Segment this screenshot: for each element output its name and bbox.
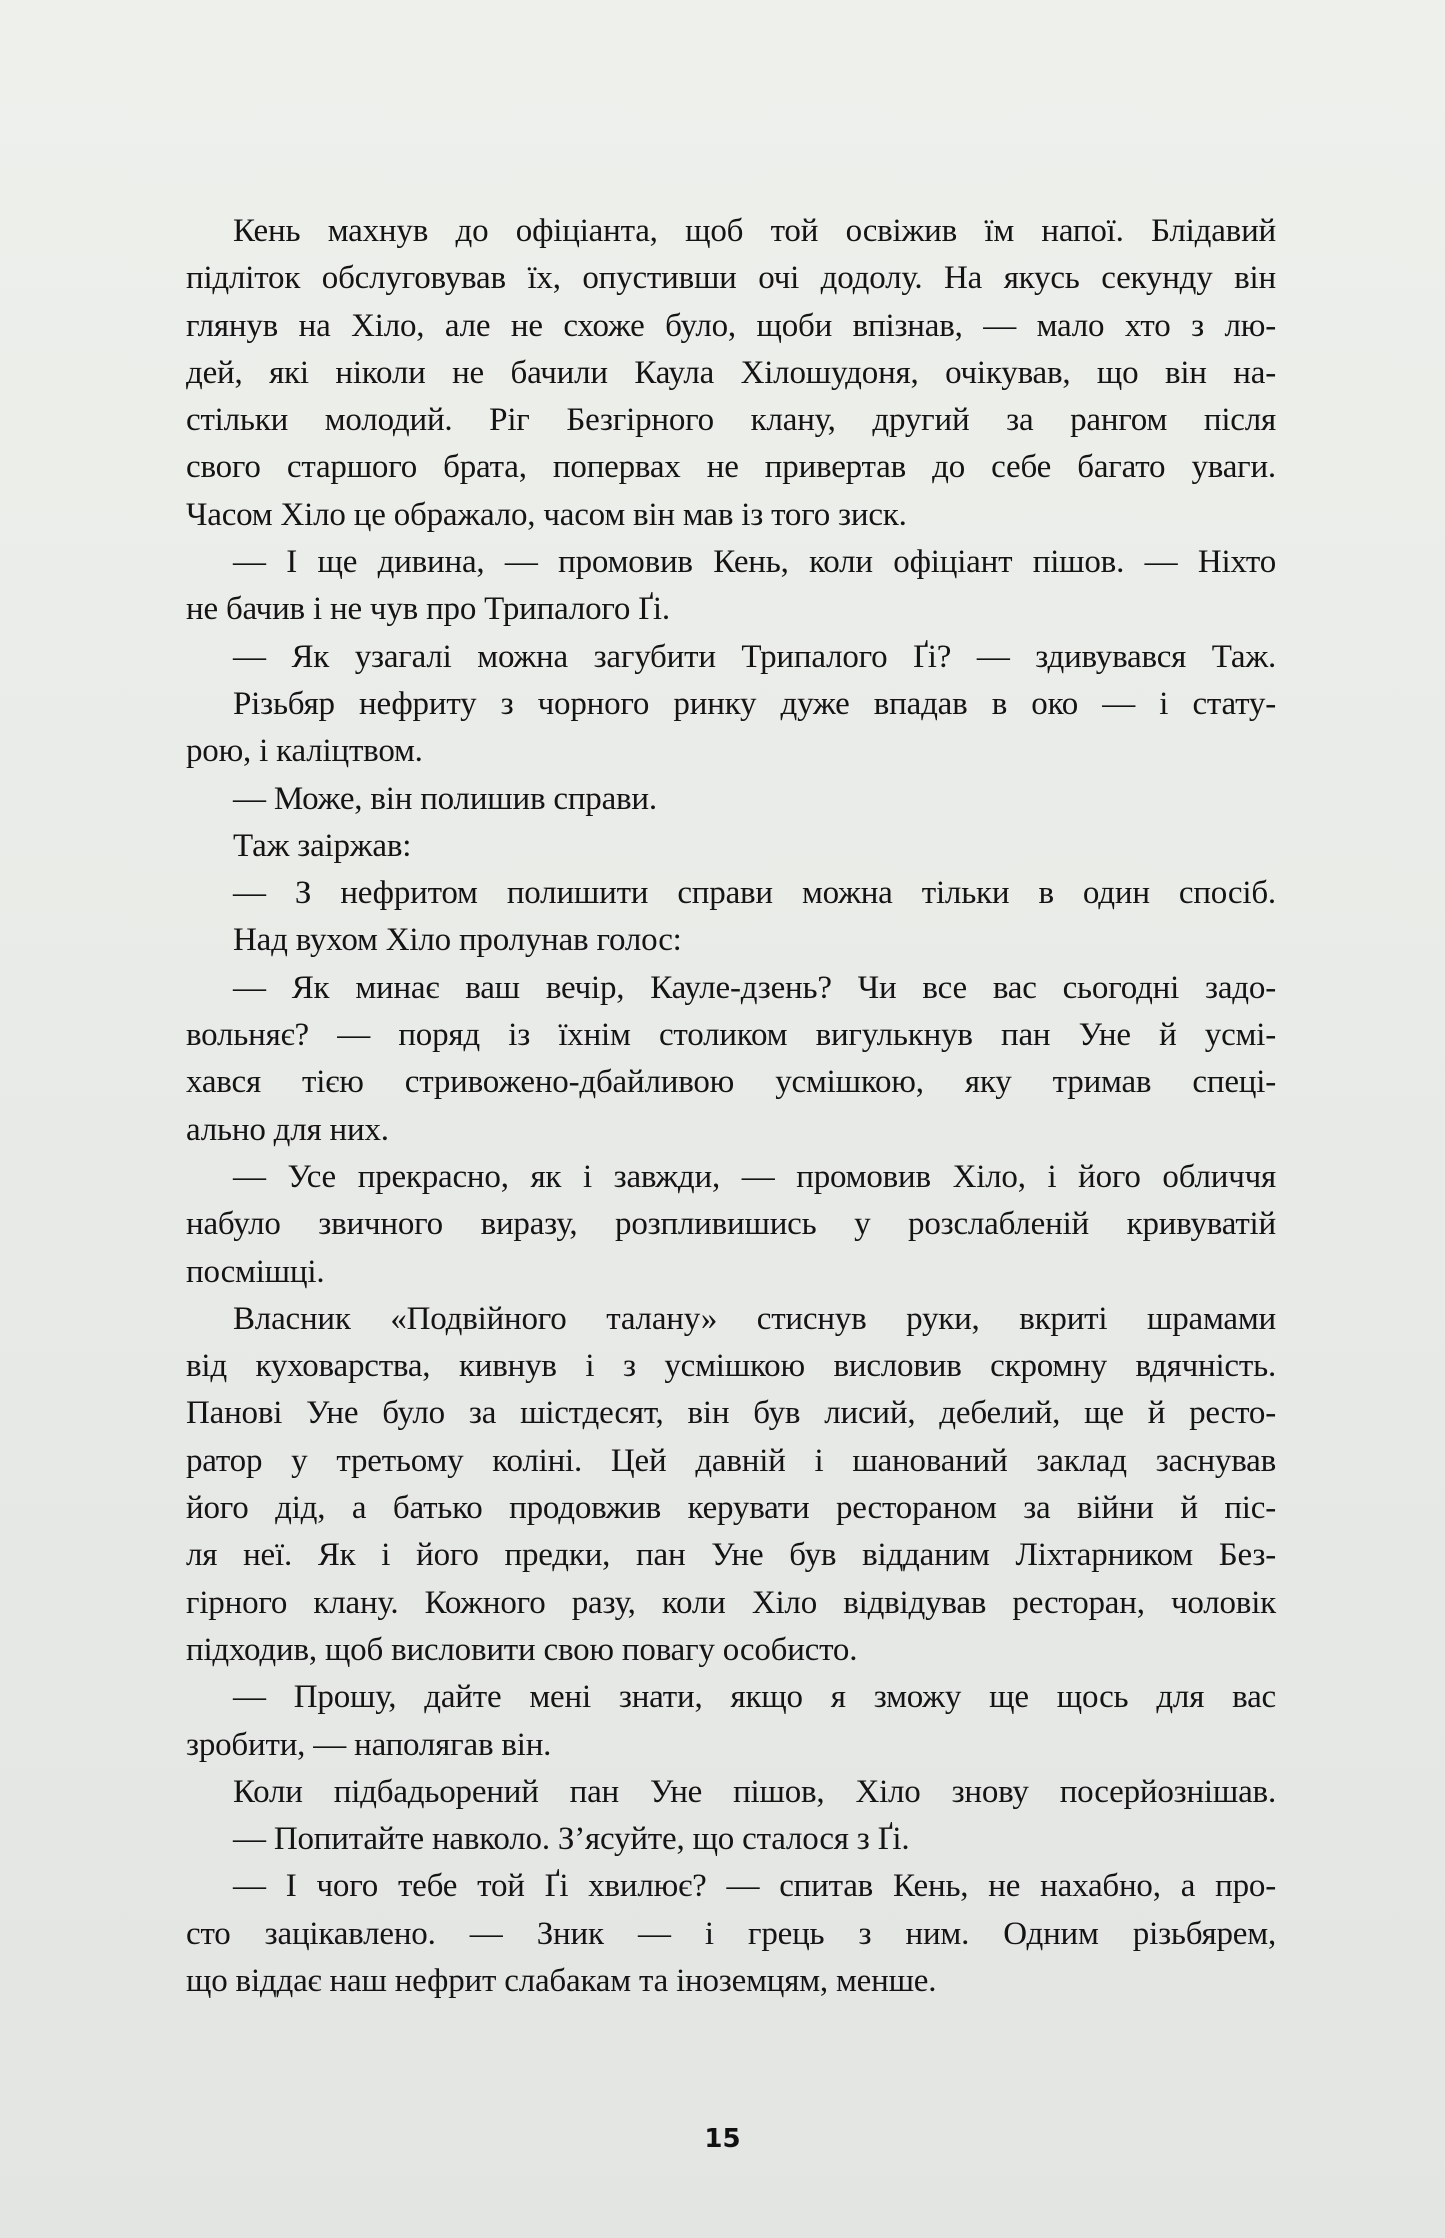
text-line: Власник «Подвійного талану» стиснув руки, вкриті шрамами <box>233 1300 1276 1337</box>
text-line: не бачив і не чув про Трипалого Ґі. <box>186 591 670 628</box>
text-line: — І чого тебе той Ґі хвилює? — спитав Кень, не нахабно, а про- <box>233 1868 1276 1905</box>
text-line: гірного клану. Кожного разу, коли Хіло відвідував ресторан, чоловік <box>186 1584 1276 1621</box>
text-line: набуло звичного виразу, розпливишись у розслабленій кривуватій <box>186 1206 1276 1243</box>
text-line: Часом Хіло це ображало, часом він мав із того зиск. <box>186 496 907 533</box>
text-line: його дід, а батько продовжив керувати рестораном за війни й піс- <box>186 1490 1276 1527</box>
text-line: Панові Уне було за шістдесят, він був лисий, дебелий, ще й ресто- <box>186 1395 1276 1432</box>
text-line: — І ще дивина, — промовив Кень, коли офіціант пішов. — Ніхто <box>233 544 1276 581</box>
page-number: 15 <box>704 2124 741 2154</box>
text-line: зробити, — наполягав він. <box>186 1726 552 1763</box>
text-line: дей, які ніколи не бачили Каула Хілошудоня, очікував, що він на- <box>186 354 1276 391</box>
text-line: — З нефритом полишити справи можна тільки в один спосіб. <box>233 875 1276 912</box>
text-line: Коли підбадьорений пан Уне пішов, Хіло знову посерйознішав. <box>233 1773 1276 1810</box>
text-line: підходив, щоб висловити свою повагу особисто. <box>186 1631 858 1668</box>
text-line: що віддає наш нефрит слабакам та іноземцям, менше. <box>186 1962 937 1999</box>
text-line: Різьбяр нефриту з чорного ринку дуже впадав в око — і стату- <box>233 685 1276 722</box>
text-line: — Може, він полишив справи. <box>233 780 657 817</box>
text-line: — Попитайте навколо. З’ясуйте, що сталося з Ґі. <box>233 1821 910 1858</box>
text-line: свого старшого брата, попервах не привертав до себе багато уваги. <box>186 449 1276 486</box>
text-line: вольняє? — поряд із їхнім столиком вигулькнув пан Уне й усмі- <box>186 1017 1276 1054</box>
text-line: глянув на Хіло, але не схоже було, щоби впізнав, — мало хто з лю- <box>186 307 1276 344</box>
text-line: Кень махнув до офіціанта, щоб той освіжив їм напої. Блідавий <box>233 213 1276 249</box>
text-line: рою, і каліцтвом. <box>186 733 423 770</box>
text-line: — Усе прекрасно, як і завжди, — промовив Хіло, і його обличчя <box>233 1158 1276 1195</box>
text-line: ратор у третьому коліні. Цей давній і шанований заклад заснував <box>186 1442 1276 1479</box>
text-line: — Як узагалі можна загубити Трипалого Ґі? — здивувався Таж. <box>233 638 1276 675</box>
text-line: ля неї. Як і його предки, пан Уне був відданим Ліхтарником Без- <box>186 1537 1276 1574</box>
body-text <box>186 208 1276 2005</box>
text-line: від куховарства, кивнув і з усмішкою висловив скромну вдячність. <box>186 1348 1276 1385</box>
text-line: Над вухом Хіло пролунав голос: <box>233 922 682 959</box>
text-line: — Як минає ваш вечір, Кауле-дзень? Чи все вас сьогодні задо- <box>233 969 1276 1006</box>
text-line: хався тією стривожено-дбайливою усмішкою, яку тримав спеці- <box>186 1064 1276 1101</box>
text-line: сто зацікавлено. — Зник — і грець з ним. Одним різьбярем, <box>186 1915 1276 1952</box>
text-line: ально для них. <box>186 1111 389 1148</box>
text-line: підліток обслуговував їх, опустивши очі додолу. На якусь секунду він <box>186 260 1276 297</box>
text-line: — Прошу, дайте мені знати, якщо я зможу ще щось для вас <box>233 1679 1276 1716</box>
text-line: стільки молодий. Ріг Безгірного клану, другий за рангом після <box>186 402 1276 439</box>
text-line: Таж заіржав: <box>233 827 412 864</box>
text-line: посмішці. <box>186 1253 325 1290</box>
